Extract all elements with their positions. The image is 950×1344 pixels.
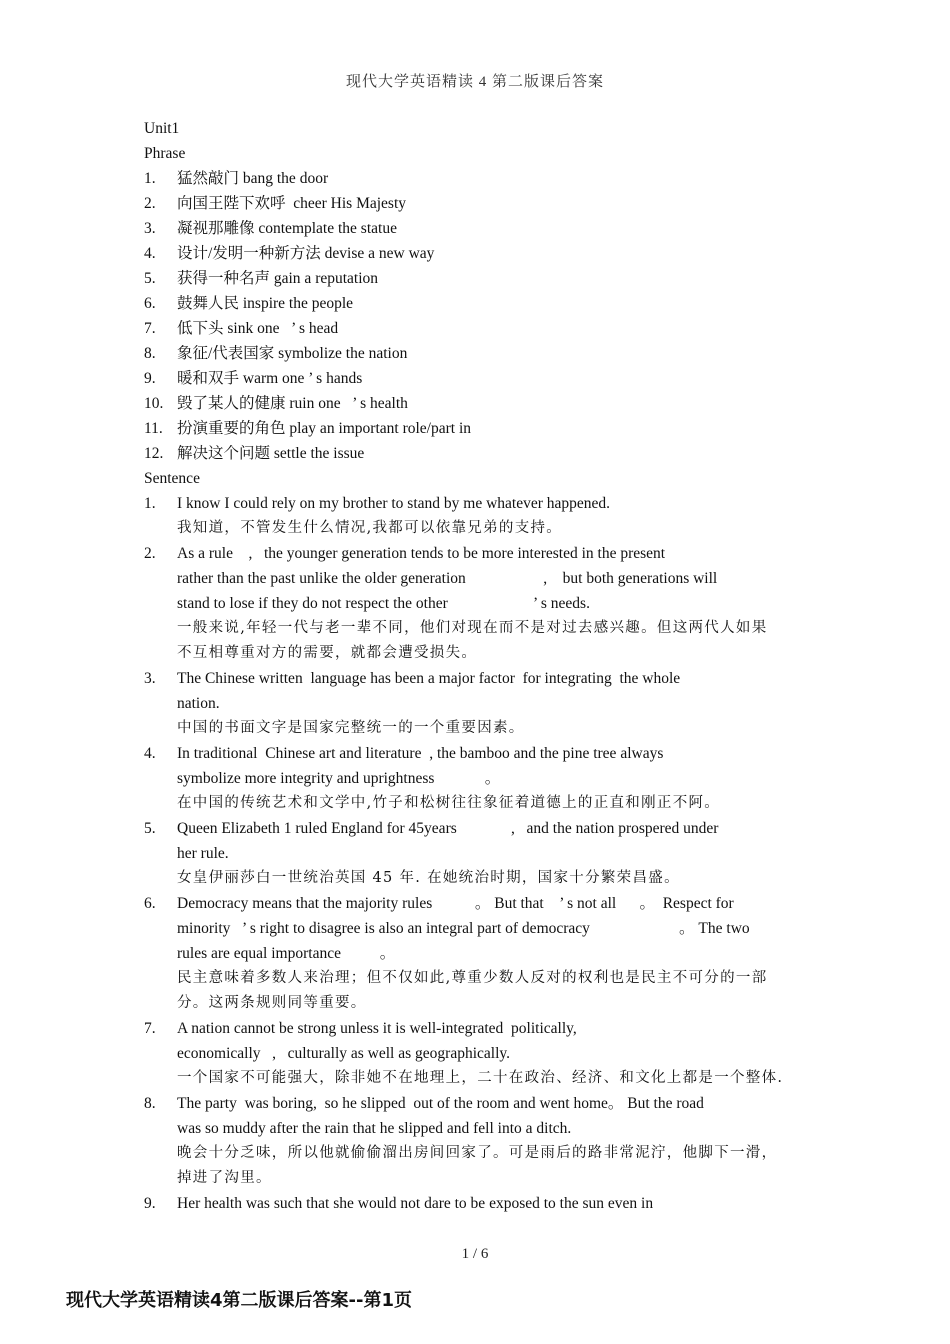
sentence-number: 6. bbox=[144, 895, 156, 912]
sentence-number: 4. bbox=[144, 745, 156, 762]
sentence-chinese-line: 分。这两条规则同等重要。 bbox=[177, 995, 367, 1011]
sentence-english-line: Her health was such that she would not dare to be exposed to the sun even in bbox=[177, 1195, 654, 1212]
sentence-english-line: In traditional Chinese art and literature , the bamboo and the pine tree always bbox=[177, 745, 664, 762]
sentence-english-line: minority ’ s right to disagree is also an integral part of democracy 。 The two bbox=[177, 920, 750, 937]
phrase-item bbox=[144, 366, 806, 391]
sentence-chinese-line: 女皇伊丽莎白一世统治英国 45 年. 在她统治时期，国家十分繁荣昌盛。 bbox=[177, 870, 680, 886]
sentence-item bbox=[144, 891, 806, 1016]
sentence-english-line: rather than the past unlike the older generation , but both generations will bbox=[177, 570, 718, 587]
phrase-number: 3. bbox=[144, 220, 156, 237]
sentence-item bbox=[144, 666, 806, 741]
sentence-english-line: economically , culturally as well as geographically. bbox=[177, 1045, 510, 1062]
phrase-item bbox=[144, 316, 806, 341]
sentence-chinese-line: 民主意味着多数人来治理；但不仅如此,尊重少数人反对的权利也是民主不可分的一部 bbox=[177, 970, 768, 986]
phrase-number: 1. bbox=[144, 170, 156, 187]
phrase-text: 鼓舞人民 inspire the people bbox=[177, 295, 354, 312]
sentence-item bbox=[144, 1091, 806, 1191]
phrase-text: 毁了某人的健康 ruin one ’ s health bbox=[177, 395, 408, 412]
sentence-english-line: stand to lose if they do not respect the other ’ s needs. bbox=[177, 595, 590, 612]
sentence-chinese-line: 中国的书面文字是国家完整统一的一个重要因素。 bbox=[177, 720, 525, 736]
phrase-item bbox=[144, 441, 806, 466]
sentence-english-line: her rule. bbox=[177, 845, 229, 862]
phrase-item bbox=[144, 241, 806, 266]
unit-title: Unit1 bbox=[144, 120, 180, 137]
phrase-item bbox=[144, 166, 806, 191]
phrase-number: 8. bbox=[144, 345, 156, 362]
phrase-text: 低下头 sink one ’ s head bbox=[177, 320, 339, 337]
sentence-list bbox=[144, 491, 806, 1216]
phrase-number: 5. bbox=[144, 270, 156, 287]
sentence-number: 8. bbox=[144, 1095, 156, 1112]
phrase-text: 扮演重要的角色 play an important role/part in bbox=[177, 420, 472, 437]
phrase-number: 2. bbox=[144, 195, 156, 212]
sentence-number: 2. bbox=[144, 545, 156, 562]
page-number: 1 / 6 bbox=[461, 1246, 489, 1262]
sentence-chinese-line: 晚会十分乏味，所以他就偷偷溜出房间回家了。可是雨后的路非常泥泞，他脚下一滑， bbox=[177, 1145, 778, 1161]
sentence-english-line: Queen Elizabeth 1 ruled England for 45years , and the nation prospered under bbox=[177, 820, 719, 837]
sentence-chinese-line: 我知道，不管发生什么情况,我都可以依靠兄弟的支持。 bbox=[177, 520, 563, 536]
phrase-heading: Phrase bbox=[144, 145, 186, 162]
footer-text: 现代大学英语精读4第二版课后答案--第1页 bbox=[66, 1290, 412, 1311]
phrase-number: 10. bbox=[144, 395, 164, 412]
sentence-heading: Sentence bbox=[144, 470, 200, 487]
sentence-english-line: I know I could rely on my brother to stand by me whatever happened. bbox=[177, 495, 611, 512]
sentence-english-line: The Chinese written language has been a major factor for integrating the whole bbox=[177, 670, 681, 687]
phrase-text: 解决这个问题 settle the issue bbox=[177, 445, 365, 462]
sentence-item bbox=[144, 741, 806, 816]
sentence-english-line: Democracy means that the majority rules 。 But that ’ s not all 。 Respect for bbox=[177, 895, 734, 912]
phrase-item bbox=[144, 291, 806, 316]
sentence-english-line: rules are equal importance 。 bbox=[177, 945, 396, 962]
sentence-number: 9. bbox=[144, 1195, 156, 1212]
phrase-item bbox=[144, 391, 806, 416]
sentence-item bbox=[144, 491, 806, 541]
phrase-item bbox=[144, 266, 806, 291]
phrase-number: 7. bbox=[144, 320, 156, 337]
phrase-item bbox=[144, 416, 806, 441]
phrase-text: 暖和双手 warm one ’ s hands bbox=[177, 370, 363, 387]
sentence-english-line: was so muddy after the rain that he slipped and fell into a ditch. bbox=[177, 1120, 572, 1137]
phrase-text: 获得一种名声 gain a reputation bbox=[177, 270, 379, 287]
phrase-text: 象征/代表国家 symbolize the nation bbox=[177, 345, 408, 362]
sentence-chinese-line: 一个国家不可能强大，除非她不在地理上，二十在政治、经济、和文化上都是一个整体. bbox=[177, 1070, 784, 1086]
phrase-text: 猛然敲门 bang the door bbox=[177, 170, 329, 187]
phrase-item bbox=[144, 216, 806, 241]
document-body bbox=[144, 116, 806, 1216]
page-header: 现代大学英语精读 4 第二版课后答案 bbox=[345, 74, 604, 90]
sentence-english-line: As a rule , the younger generation tends to be more interested in the present bbox=[177, 545, 666, 562]
phrase-number: 9. bbox=[144, 370, 156, 387]
phrase-number: 4. bbox=[144, 245, 156, 262]
phrase-number: 6. bbox=[144, 295, 156, 312]
sentence-chinese-line: 掉进了沟里。 bbox=[177, 1170, 272, 1186]
sentence-chinese-line: 不互相尊重对方的需要，就都会遭受损失。 bbox=[177, 645, 478, 661]
sentence-number: 1. bbox=[144, 495, 156, 512]
sentence-number: 3. bbox=[144, 670, 156, 687]
sentence-english-line: A nation cannot be strong unless it is well-integrated politically, bbox=[177, 1020, 577, 1037]
sentence-item bbox=[144, 816, 806, 891]
phrase-number: 12. bbox=[144, 445, 164, 462]
sentence-number: 7. bbox=[144, 1020, 156, 1037]
sentence-english-line: The party was boring, so he slipped out of the room and went home。 But the road bbox=[177, 1095, 704, 1112]
phrase-text: 向国王陛下欢呼 cheer His Majesty bbox=[177, 195, 407, 212]
sentence-number: 5. bbox=[144, 820, 156, 837]
phrase-text: 凝视那雕像 contemplate the statue bbox=[177, 220, 397, 237]
phrase-list bbox=[144, 166, 806, 466]
sentence-chinese-line: 在中国的传统艺术和文学中,竹子和松树往往象征着道德上的正直和刚正不阿。 bbox=[177, 795, 721, 811]
sentence-item bbox=[144, 541, 806, 666]
sentence-item bbox=[144, 1191, 806, 1216]
phrase-item bbox=[144, 341, 806, 366]
phrase-item bbox=[144, 191, 806, 216]
phrase-number: 11. bbox=[144, 420, 163, 437]
sentence-english-line: symbolize more integrity and uprightness 。 bbox=[177, 770, 501, 787]
sentence-chinese-line: 一般来说,年轻一代与老一辈不同，他们对现在而不是对过去感兴趣。但这两代人如果 bbox=[177, 620, 768, 636]
sentence-english-line: nation. bbox=[177, 695, 220, 712]
sentence-item bbox=[144, 1016, 806, 1091]
phrase-text: 设计/发明一种新方法 devise a new way bbox=[177, 245, 435, 262]
